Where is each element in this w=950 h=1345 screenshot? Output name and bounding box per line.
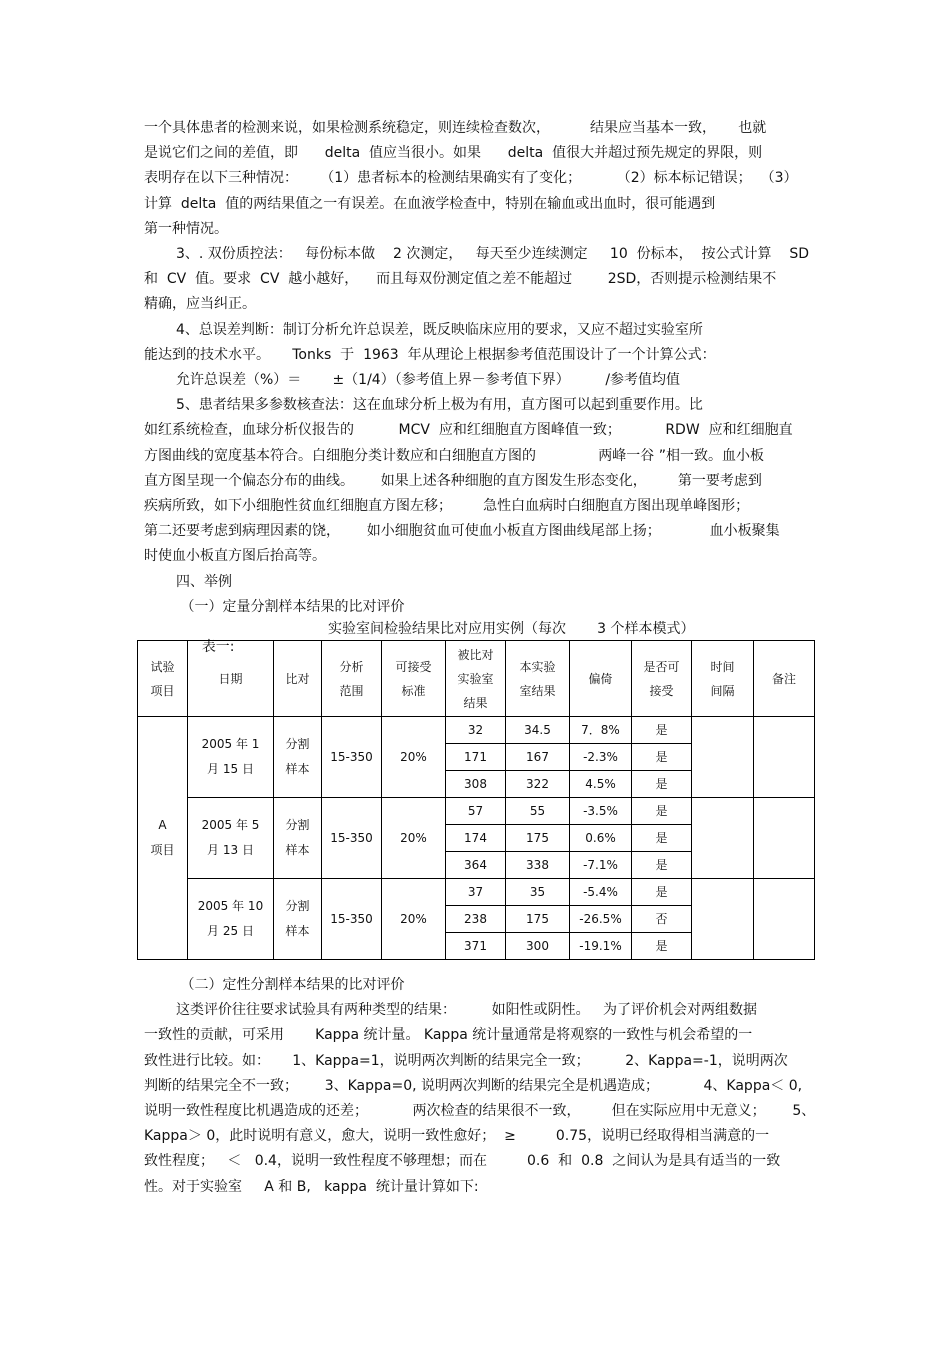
bias-cell: -7.1% xyxy=(570,852,632,879)
bias-cell: -5.4% xyxy=(570,879,632,906)
table-row xyxy=(138,798,815,825)
column-header xyxy=(506,641,570,717)
date-cell-text: 2005 年 10 xyxy=(197,899,264,913)
date-cell xyxy=(188,717,274,798)
column-header xyxy=(322,641,382,717)
acceptable-cell: 是 xyxy=(632,771,692,798)
range-cell: 15-350 xyxy=(322,879,382,960)
own-result-cell: 300 xyxy=(506,933,570,960)
column-header-text: 项目 xyxy=(150,683,175,698)
text-line: 3、. 双份质控法： 每份标本做 2 次测定， 每天至少连续测定 10 份标本， 按公式计算 SD xyxy=(176,246,809,262)
column-header-text: 试验 xyxy=(150,659,175,674)
ref-result-cell: 238 xyxy=(446,906,506,933)
acceptable-cell: 是 xyxy=(632,933,692,960)
column-header-text: 结果 xyxy=(463,695,488,710)
method-cell-text: 分割 xyxy=(285,899,310,913)
interval-cell xyxy=(692,798,754,879)
item-cell-text: A xyxy=(158,818,167,832)
column-header-text: 范围 xyxy=(339,683,364,698)
text-line: 这类评价往往要求试验具有两种类型的结果： 如阳性或阴性。 为了评价机会对两组数据 xyxy=(176,1002,757,1019)
ref-result-cell: 174 xyxy=(446,825,506,852)
column-header-text: 偏倚 xyxy=(588,671,613,686)
column-header xyxy=(446,641,506,717)
text-line: （一）定量分割样本结果的比对评价 xyxy=(176,598,405,615)
column-header-text: 实验室 xyxy=(457,671,494,686)
text-line: 方图曲线的宽度基本符合。白细胞分类计数应和白细胞直方图的 两峰一谷 ”相一致。血小板 xyxy=(144,447,765,464)
column-header xyxy=(188,641,274,717)
table-caption-label: 表一: xyxy=(201,639,235,655)
date-cell-text: 2005 年 5 xyxy=(201,818,260,832)
text-line: 计算 delta 值的两结果值之一有误差。在血液学检查中，特别在输血或出血时，很可能遇到 xyxy=(144,195,716,212)
method-cell xyxy=(274,798,322,879)
column-header-text: 分析 xyxy=(339,659,364,674)
ref-result-cell: 57 xyxy=(446,798,506,825)
text-line: 性。对于实验室 A 和 B, kappa 统计量计算如下: xyxy=(144,1178,479,1195)
acceptable-cell: 是 xyxy=(632,717,692,744)
own-result-cell: 175 xyxy=(506,906,570,933)
comparison-table xyxy=(137,640,815,960)
text-line: 4、总误差判断：制订分析允许总误差，既反映临床应用的要求，又应不超过实验室所 xyxy=(176,321,703,338)
text-line: 致性程度； ＜ 0.4，说明一致性程度不够理想；而在 0.6 和 0.8 之间认为是具有适当的一致 xyxy=(144,1153,781,1170)
bias-cell: -3.5% xyxy=(570,798,632,825)
text-line: 第一种情况。 xyxy=(144,220,228,237)
column-header xyxy=(274,641,322,717)
bias-cell: 7．8% xyxy=(570,717,632,744)
text-line: 判断的结果完全不一致； 3、Kappa=0, 说明两次判断的结果完全是机遇造成； 4、Kappa＜ 0, xyxy=(144,1077,803,1094)
date-cell-text: 月 13 日 xyxy=(207,843,254,857)
bias-cell: 4.5% xyxy=(570,771,632,798)
own-result-cell: 167 xyxy=(506,744,570,771)
column-header-text: 比对 xyxy=(285,671,310,686)
column-header xyxy=(382,641,446,717)
method-cell-text: 分割 xyxy=(285,818,310,832)
text-line: 是说它们之间的差值，即 delta 值应当很小。如果 delta 值很大并超过预先规定的界限，则 xyxy=(144,145,763,162)
bias-cell: -19.1% xyxy=(570,933,632,960)
text-line: 四、举例 xyxy=(176,573,232,590)
text-line: 直方图呈现一个偏态分布的曲线。 如果上述各种细胞的直方图发生形态变化， 第一要考虑到 xyxy=(144,472,762,489)
date-cell-text: 月 25 日 xyxy=(207,924,254,938)
acceptable-cell: 是 xyxy=(632,879,692,906)
column-header-text: 备注 xyxy=(771,671,796,686)
range-cell: 15-350 xyxy=(322,717,382,798)
interval-cell xyxy=(692,879,754,960)
acceptable-cell: 否 xyxy=(632,906,692,933)
text-line: 一个具体患者的检测来说，如果检测系统稳定，则连续检查数次， 结果应当基本一致， 也就 xyxy=(144,120,767,136)
ref-result-cell: 371 xyxy=(446,933,506,960)
text-line: 能达到的技术水平。 Tonks 于 1963 年从理论上根据参考值范围设计了一个计算公式： xyxy=(144,346,716,363)
column-header-text: 是否可 xyxy=(643,659,680,674)
column-header xyxy=(632,641,692,717)
criterion-cell: 20% xyxy=(382,798,446,879)
text-line: 如红系统检查，血球分析仪报告的 MCV 应和红细胞直方图峰值一致； RDW 应和红细胞直 xyxy=(144,422,793,439)
date-cell-text: 月 15 日 xyxy=(207,762,254,776)
remark-cell xyxy=(754,879,815,960)
method-cell-text: 样本 xyxy=(285,762,310,776)
text-line: 表明存在以下三种情况： （1）患者标本的检测结果确实有了变化； （2）标本标记错误； （3） xyxy=(144,170,798,187)
table-row xyxy=(138,879,815,906)
column-header-text: 可接受 xyxy=(395,659,432,674)
own-result-cell: 338 xyxy=(506,852,570,879)
text-line: 时使血小板直方图后抬高等。 xyxy=(144,548,326,565)
text-line: 致性进行比较。如： 1、Kappa=1，说明两次判断的结果完全一致； 2、Kappa=-1，说明两次 xyxy=(144,1052,788,1069)
method-cell-text: 分割 xyxy=(285,737,310,751)
text-line: 一致性的贡献，可采用 Kappa 统计量。 Kappa 统计量通常是将观察的一致性与机会希望的一 xyxy=(144,1027,753,1044)
text-line: Kappa＞ 0，此时说明有意义，愈大，说明一致性愈好； ≥ 0.75，说明已经取得相当满意的一 xyxy=(144,1128,770,1145)
text-line: 第二还要考虑到病理因素的饶， 如小细胞贫血可使血小板直方图曲线尾部上扬； 血小板聚集 xyxy=(144,523,780,540)
bias-cell: -2.3% xyxy=(570,744,632,771)
ref-result-cell: 171 xyxy=(446,744,506,771)
criterion-cell: 20% xyxy=(382,879,446,960)
acceptable-cell: 是 xyxy=(632,852,692,879)
text-line: 和 CV 值。要求 CV 越小越好， 而且每双份测定值之差不能超过 2SD，否则提示检测结果不 xyxy=(144,271,777,288)
ref-result-cell: 32 xyxy=(446,717,506,744)
bias-cell: 0.6% xyxy=(570,825,632,852)
column-header-text: 时间 xyxy=(710,659,735,674)
text-line: 说明一致性程度比机遇造成的还差； 两次检查的结果很不一致， 但在实际应用中无意义； 5、 xyxy=(144,1103,816,1119)
own-result-cell: 55 xyxy=(506,798,570,825)
interval-cell xyxy=(692,717,754,798)
column-header xyxy=(138,641,188,717)
method-cell xyxy=(274,717,322,798)
column-header-text: 本实验 xyxy=(519,659,556,674)
item-cell-text: 项目 xyxy=(150,843,175,857)
column-header-text: 日期 xyxy=(218,671,243,686)
date-cell xyxy=(188,879,274,960)
method-cell-text: 样本 xyxy=(285,924,310,938)
column-header-text: 间隔 xyxy=(710,683,735,698)
method-cell-text: 样本 xyxy=(285,843,310,857)
column-header-text: 接受 xyxy=(649,683,674,698)
own-result-cell: 35 xyxy=(506,879,570,906)
date-cell-text: 2005 年 1 xyxy=(201,737,260,751)
ref-result-cell: 308 xyxy=(446,771,506,798)
remark-cell xyxy=(754,717,815,798)
method-cell xyxy=(274,879,322,960)
own-result-cell: 322 xyxy=(506,771,570,798)
text-line: 5、患者结果多参数核查法：这在血球分析上极为有用，直方图可以起到重要作用。比 xyxy=(176,397,703,414)
table-caption-title: 实验室间检验结果比对应用实例（每次 3 个样本模式） xyxy=(328,621,695,637)
column-header-text: 室结果 xyxy=(519,683,556,698)
date-cell xyxy=(188,798,274,879)
table-header-row xyxy=(138,641,815,717)
ref-result-cell: 37 xyxy=(446,879,506,906)
acceptable-cell: 是 xyxy=(632,744,692,771)
range-cell: 15-350 xyxy=(322,798,382,879)
acceptable-cell: 是 xyxy=(632,798,692,825)
column-header xyxy=(570,641,632,717)
acceptable-cell: 是 xyxy=(632,825,692,852)
remark-cell xyxy=(754,798,815,879)
text-line: 精确，应当纠正。 xyxy=(144,296,256,313)
text-line: 疾病所致，如下小细胞性贫血红细胞直方图左移； 急性白血病时白细胞直方图出现单峰图形； xyxy=(144,498,750,514)
table-row xyxy=(138,717,815,744)
bias-cell: -26.5% xyxy=(570,906,632,933)
own-result-cell: 34.5 xyxy=(506,717,570,744)
text-line: （二）定性分割样本结果的比对评价 xyxy=(176,977,405,993)
column-header-text: 标准 xyxy=(401,683,426,698)
own-result-cell: 175 xyxy=(506,825,570,852)
ref-result-cell: 364 xyxy=(446,852,506,879)
column-header-text: 被比对 xyxy=(457,647,494,662)
text-line: 允许总误差（%）＝ ±（1/4）（参考值上界－参考值下界） /参考值均值 xyxy=(176,372,681,388)
criterion-cell: 20% xyxy=(382,717,446,798)
column-header xyxy=(754,641,815,717)
column-header xyxy=(692,641,754,717)
item-cell xyxy=(138,717,188,960)
